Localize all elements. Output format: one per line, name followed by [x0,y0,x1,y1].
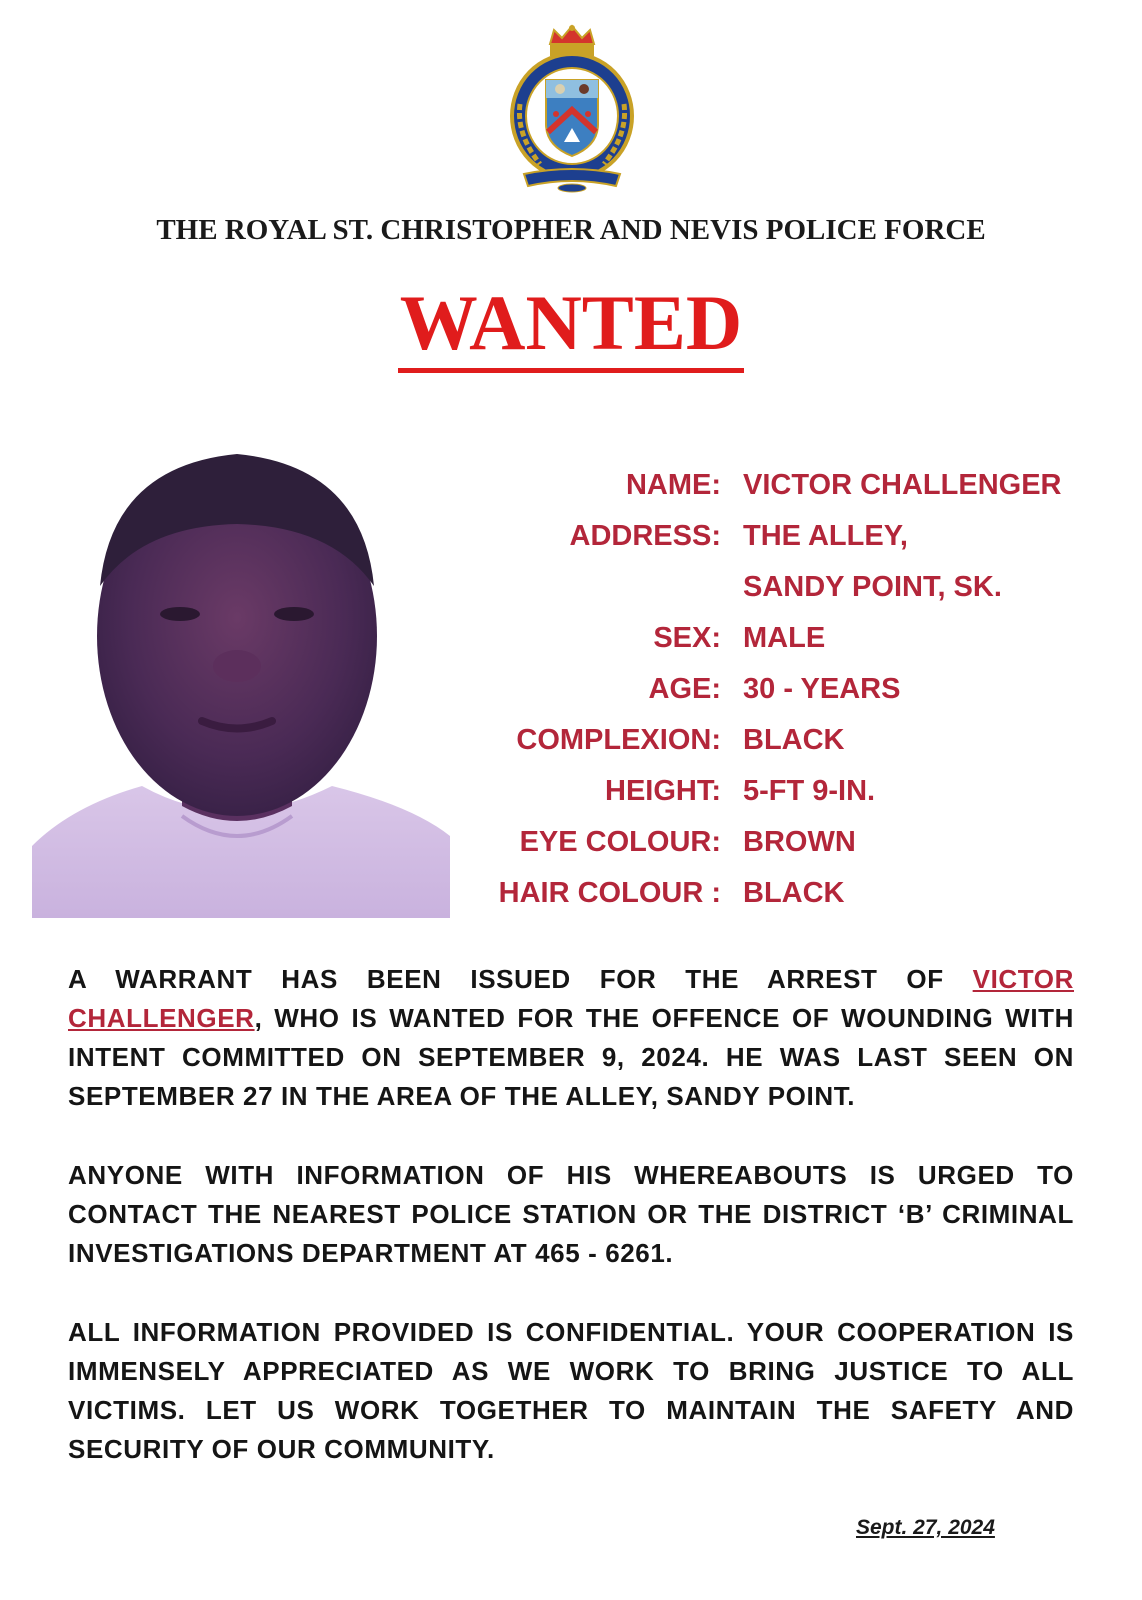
suspect-name-underlined: VICTOR CHALLENGER [68,964,1074,1033]
detail-row-sex [460,613,1130,664]
warrant-text-end: , WHO IS WANTED FOR THE OFFENCE OF WOUNDING WITH INTENT COMMITTED ON SEPTEMBER 9, 2024. HE WAS LAST SEEN ON SEPTEMBER 27 IN THE AREA OF THE ALLEY, SANDY POINT. [68,1003,1074,1111]
detail-value: SANDY POINT, SK. [743,571,1002,603]
detail-row-height [460,766,1130,817]
detail-value: BLACK [743,724,845,756]
detail-label: EYE COLOUR: [519,826,721,858]
detail-label: ADDRESS: [569,520,721,552]
detail-label: HAIR COLOUR : [498,877,721,909]
detail-row-eye-colour [460,817,1130,868]
detail-row-age [460,664,1130,715]
warrant-paragraph [68,960,1074,1116]
police-crest-logo [506,24,638,194]
organization-title: THE ROYAL ST. CHRISTOPHER AND NEVIS POLICE FORCE [156,214,986,246]
detail-row-name [460,460,1130,511]
detail-label: AGE: [648,673,721,705]
crown-icon [550,25,594,56]
detail-value: 5-FT 9-IN. [743,775,876,807]
confidential-paragraph: ALL INFORMATION PROVIDED IS CONFIDENTIAL. YOUR COOPERATION IS IMMENSELY APPRECIATED AS WE WORK TO BRING JUSTICE TO ALL VICTIMS. LET US WORK TOGETHER TO MAINTAIN THE SAFETY AND SECURITY OF OUR COMMUNITY. [68,1317,1074,1464]
detail-label: NAME: [625,469,721,501]
warrant-text-start: A WARRANT HAS BEEN ISSUED FOR THE ARREST OF [68,964,973,994]
detail-row-complexion [460,715,1130,766]
detail-row-address-line2 [460,562,1130,613]
contact-paragraph: ANYONE WITH INFORMATION OF HIS WHEREABOUTS IS URGED TO CONTACT THE NEAREST POLICE STATION OR THE DISTRICT ‘B’ CRIMINAL INVESTIGATIONS DEPARTMENT AT 465 - 6261. [68,1160,1074,1268]
detail-row-hair-colour [460,868,1130,919]
suspect-photo [32,436,450,918]
suspect-details [460,460,1130,919]
detail-value: 30 - YEARS [743,673,901,705]
detail-value: BROWN [743,826,856,858]
detail-value: THE ALLEY, [743,520,908,552]
detail-label: SEX: [653,622,721,654]
detail-value: MALE [743,622,826,654]
notice-date: Sept. 27, 2024 [856,1516,995,1539]
detail-row-address [460,511,1130,562]
detail-label: HEIGHT: [605,775,721,807]
detail-value: VICTOR CHALLENGER [743,469,1062,501]
wanted-headline: WANTED [0,284,1142,362]
detail-label: COMPLEXION: [516,724,721,756]
detail-value: BLACK [743,877,845,909]
